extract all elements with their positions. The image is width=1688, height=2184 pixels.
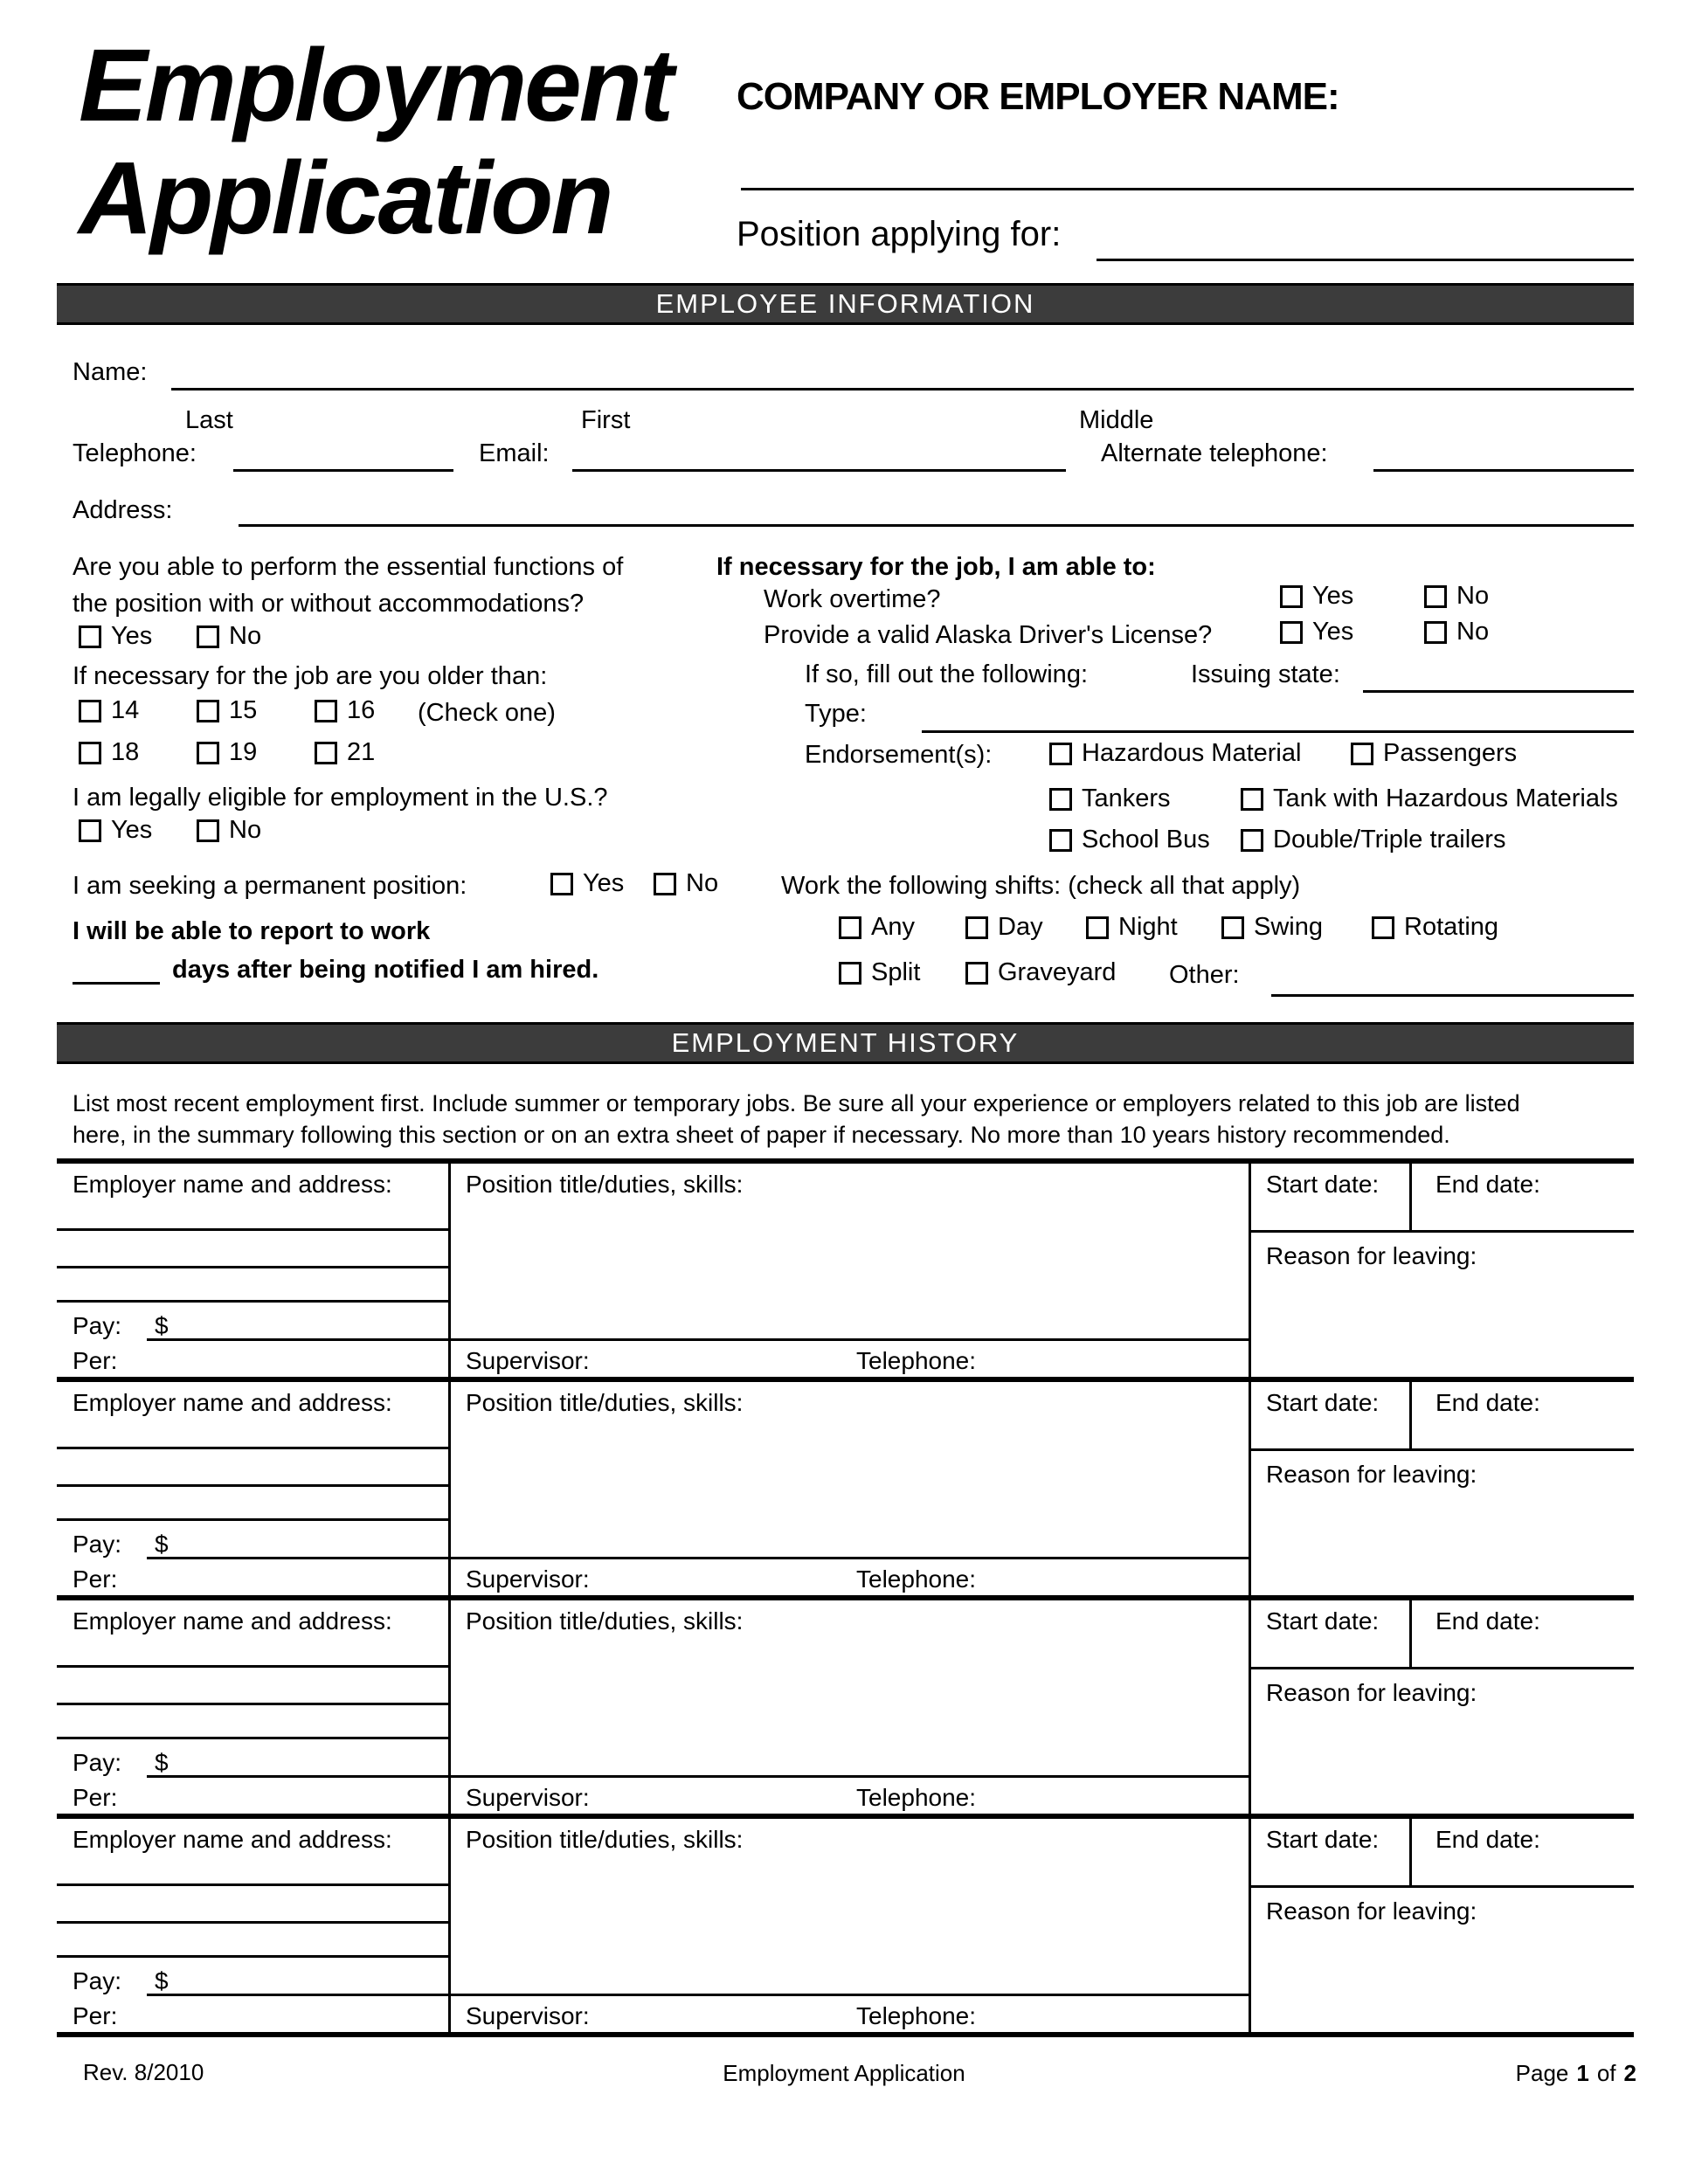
employment-history-entry [57, 1382, 1634, 1600]
eligible-yes-option [79, 816, 152, 845]
employer-address-input-line[interactable] [57, 1737, 451, 1739]
telephone-label: Telephone: [856, 2002, 977, 2029]
shift-other-input-line[interactable] [1271, 994, 1634, 997]
essential-no-checkbox[interactable] [197, 625, 219, 648]
reason-for-leaving-label: Reason for leaving: [1266, 1679, 1477, 1706]
position-title-duties-label: Position title/duties, skills: [466, 1826, 744, 1853]
employer-position-column-divider [448, 1382, 451, 1595]
form-title [79, 30, 671, 254]
employer-name-address-label: Employer name and address: [73, 1607, 392, 1635]
eligible-no-label: No [229, 816, 262, 844]
endorsement-tank-hazmat-label: Tank with Hazardous Materials [1273, 784, 1618, 812]
shift-graveyard-label: Graveyard [998, 958, 1117, 986]
essential-yes-label: Yes [111, 622, 153, 650]
age-16-option [315, 696, 375, 725]
endorsement-tankers-checkbox[interactable] [1049, 788, 1072, 811]
age-19-checkbox[interactable] [197, 742, 219, 764]
endorsement-passengers-label: Passengers [1383, 739, 1518, 767]
age-15-option [197, 696, 257, 725]
shift-day-option [965, 913, 1043, 942]
pay-label: Pay: [73, 1749, 122, 1776]
currency-symbol: $ [155, 1312, 169, 1339]
pay-label: Pay: [73, 1312, 122, 1339]
shift-swing-option [1221, 913, 1323, 942]
history-intro-line2: here, in the summary following this section or on an extra sheet of paper if necessary. No more than 10 years history recommended. [73, 1122, 1450, 1148]
overtime-question: Work overtime? [764, 585, 941, 613]
end-date-label: End date: [1435, 1389, 1540, 1416]
age-21-option [315, 738, 375, 767]
position-dates-column-divider [1249, 1382, 1251, 1595]
age-14-option [79, 696, 139, 725]
shift-rotating-checkbox[interactable] [1372, 916, 1394, 939]
shift-any-option [839, 913, 915, 942]
report-days-input-line[interactable] [73, 982, 160, 985]
shift-any-label: Any [871, 913, 915, 941]
start-date-label: Start date: [1266, 1826, 1380, 1853]
license-no-label: No [1456, 618, 1490, 646]
start-end-date-divider [1409, 1600, 1412, 1667]
shift-day-label: Day [998, 913, 1043, 941]
issuing-state-input-line[interactable] [1363, 690, 1634, 693]
pay-input-line[interactable] [147, 1775, 1249, 1778]
end-date-label: End date: [1435, 1826, 1540, 1853]
essential-functions-question-line1: Are you able to perform the essential functions of [73, 553, 624, 581]
alternate-telephone-label: Alternate telephone: [1101, 439, 1328, 467]
employer-name-address-label: Employer name and address: [73, 1826, 392, 1853]
position-title-duties-label: Position title/duties, skills: [466, 1171, 744, 1198]
employer-position-column-divider [448, 1164, 451, 1377]
shift-any-checkbox[interactable] [839, 916, 861, 939]
age-18-checkbox[interactable] [79, 742, 101, 764]
eligible-yes-checkbox[interactable] [79, 819, 101, 842]
pay-label: Pay: [73, 1531, 122, 1558]
shift-swing-checkbox[interactable] [1221, 916, 1244, 939]
age-14-checkbox[interactable] [79, 700, 101, 722]
name-middle-sublabel: Middle [1079, 406, 1154, 434]
shift-graveyard-option [965, 958, 1116, 987]
report-to-work-line1: I will be able to report to work [73, 917, 431, 945]
older-than-question: If necessary for the job are you older than: [73, 662, 548, 690]
company-name-input-line[interactable] [741, 188, 1634, 190]
endorsement-tankers-label: Tankers [1082, 784, 1171, 812]
endorsement-school-bus-option [1049, 826, 1210, 854]
employer-name-address-label: Employer name and address: [73, 1171, 392, 1198]
age-18-option [79, 738, 139, 767]
employer-address-input-line[interactable] [57, 1703, 451, 1705]
footer-of-word: of [1596, 2060, 1616, 2086]
essential-yes-option [79, 622, 152, 651]
permanent-no-label: No [686, 869, 719, 897]
age-19-option [197, 738, 257, 767]
endorsement-tank-hazmat-option [1241, 784, 1618, 813]
email-label: Email: [479, 439, 550, 467]
eligible-yes-label: Yes [111, 816, 153, 844]
license-question: Provide a valid Alaska Driver's License? [764, 621, 1213, 649]
reason-for-leaving-label: Reason for leaving: [1266, 1242, 1477, 1269]
license-no-checkbox[interactable] [1424, 621, 1447, 644]
company-name-label: COMPANY OR EMPLOYER NAME: [737, 75, 1339, 118]
currency-symbol: $ [155, 1531, 169, 1558]
employment-history-entry [57, 1819, 1634, 2037]
endorsement-passengers-checkbox[interactable] [1351, 743, 1373, 765]
history-intro-line1: List most recent employment first. Include summer or temporary jobs. Be sure all your experience or employers related to this job are listed [73, 1090, 1520, 1116]
employer-position-column-divider [448, 1600, 451, 1814]
employer-name-address-label: Employer name and address: [73, 1389, 392, 1416]
position-dates-column-divider [1249, 1600, 1251, 1814]
report-to-work-line2: days after being notified I am hired. [172, 956, 599, 984]
license-yes-option [1280, 618, 1353, 646]
employment-history-section-header: EMPLOYMENT HISTORY [57, 1022, 1634, 1064]
reason-for-leaving-label: Reason for leaving: [1266, 1897, 1477, 1925]
endorsement-passengers-option [1351, 739, 1517, 768]
age-16-label: 16 [347, 696, 376, 724]
start-date-label: Start date: [1266, 1171, 1380, 1198]
endorsement-tankers-option [1049, 784, 1171, 813]
age-21-label: 21 [347, 738, 376, 766]
permanent-no-option [654, 869, 718, 898]
form-title-line1: Employment [79, 28, 672, 143]
position-applying-input-line[interactable] [1097, 259, 1634, 261]
license-type-label: Type: [805, 700, 867, 728]
age-16-checkbox[interactable] [315, 700, 337, 722]
employer-position-column-divider [448, 1819, 451, 2032]
license-type-input-line[interactable] [922, 730, 1634, 733]
currency-symbol: $ [155, 1967, 169, 1994]
name-label: Name: [73, 358, 148, 386]
footer-page-word: Page [1515, 2060, 1569, 2086]
shift-graveyard-checkbox[interactable] [965, 962, 988, 985]
essential-yes-checkbox[interactable] [79, 625, 101, 648]
name-first-sublabel: First [581, 406, 631, 434]
dates-separator-line [1249, 1885, 1634, 1888]
permanent-no-checkbox[interactable] [654, 873, 676, 895]
endorsement-hazardous-material-label: Hazardous Material [1082, 739, 1302, 767]
permanent-yes-checkbox[interactable] [550, 873, 573, 895]
employer-address-input-line[interactable] [57, 1883, 451, 1886]
footer-page-total: 2 [1623, 2060, 1636, 2086]
telephone-label: Telephone: [73, 439, 197, 467]
email-input-line[interactable] [572, 469, 1066, 472]
employer-address-input-line[interactable] [57, 1300, 451, 1303]
age-19-label: 19 [229, 738, 258, 766]
shift-split-label: Split [871, 958, 921, 986]
start-date-label: Start date: [1266, 1607, 1380, 1635]
permanent-yes-option [550, 869, 624, 898]
pay-input-line[interactable] [147, 1557, 1249, 1559]
endorsement-hazardous-material-checkbox[interactable] [1049, 743, 1072, 765]
start-end-date-divider [1409, 1164, 1412, 1230]
end-date-label: End date: [1435, 1171, 1540, 1198]
telephone-input-line[interactable] [233, 469, 453, 472]
footer-document-name: Employment Application [723, 2060, 965, 2086]
shift-night-checkbox[interactable] [1086, 916, 1109, 939]
age-15-label: 15 [229, 696, 258, 724]
employer-address-input-line[interactable] [57, 1484, 451, 1487]
position-title-duties-label: Position title/duties, skills: [466, 1607, 744, 1635]
shift-other-label: Other: [1169, 961, 1240, 989]
shift-split-option [839, 958, 920, 987]
per-label: Per: [73, 1347, 118, 1374]
reason-for-leaving-label: Reason for leaving: [1266, 1461, 1477, 1488]
footer-page-indicator [1516, 2060, 1636, 2087]
position-title-duties-label: Position title/duties, skills: [466, 1389, 744, 1416]
employee-information-section-header: EMPLOYEE INFORMATION [57, 283, 1634, 325]
shift-day-checkbox[interactable] [965, 916, 988, 939]
shift-rotating-option [1372, 913, 1498, 942]
dates-separator-line [1249, 1667, 1634, 1669]
per-label: Per: [73, 1784, 118, 1811]
footer-revision: Rev. 8/2010 [83, 2059, 204, 2085]
endorsement-double-triple-option [1241, 826, 1505, 854]
endorsement-hazardous-material-option [1049, 739, 1301, 768]
start-end-date-divider [1409, 1819, 1412, 1885]
overtime-no-label: No [1456, 582, 1490, 610]
employer-address-input-line[interactable] [57, 1266, 451, 1268]
employer-address-input-line[interactable] [57, 1447, 451, 1449]
alternate-telephone-input-line[interactable] [1373, 469, 1634, 472]
age-14-label: 14 [111, 696, 140, 724]
start-end-date-divider [1409, 1382, 1412, 1448]
dates-separator-line [1249, 1448, 1634, 1451]
name-last-sublabel: Last [185, 406, 233, 434]
pay-label: Pay: [73, 1967, 122, 1994]
employer-address-input-line[interactable] [57, 1665, 451, 1668]
pay-input-line[interactable] [147, 1338, 1249, 1341]
essential-no-label: No [229, 622, 262, 650]
supervisor-label: Supervisor: [466, 1565, 590, 1593]
endorsement-school-bus-checkbox[interactable] [1049, 829, 1072, 852]
endorsements-label: Endorsement(s): [805, 741, 993, 769]
shift-night-option [1086, 913, 1178, 942]
end-date-label: End date: [1435, 1607, 1540, 1635]
permanent-yes-label: Yes [583, 869, 625, 897]
issuing-state-label: Issuing state: [1191, 660, 1340, 688]
permanent-position-question: I am seeking a permanent position: [73, 872, 467, 900]
name-input-line[interactable] [171, 388, 1634, 390]
endorsement-school-bus-label: School Bus [1082, 826, 1210, 854]
position-applying-label: Position applying for: [737, 215, 1062, 253]
if-so-note: If so, fill out the following: [805, 660, 1088, 688]
shift-rotating-label: Rotating [1404, 913, 1499, 941]
currency-symbol: $ [155, 1749, 169, 1776]
address-label: Address: [73, 496, 173, 524]
essential-no-option [197, 622, 261, 651]
footer-page-number: 1 [1576, 2060, 1589, 2086]
eligible-no-checkbox[interactable] [197, 819, 219, 842]
telephone-label: Telephone: [856, 1784, 977, 1811]
employment-history-entry [57, 1164, 1634, 1382]
address-input-line[interactable] [239, 524, 1634, 527]
pay-input-line[interactable] [147, 1994, 1249, 1996]
age-15-checkbox[interactable] [197, 700, 219, 722]
employer-address-input-line[interactable] [57, 1228, 451, 1231]
telephone-label: Telephone: [856, 1565, 977, 1593]
dates-separator-line [1249, 1230, 1634, 1233]
age-21-checkbox[interactable] [315, 742, 337, 764]
employment-history-table [57, 1158, 1634, 2037]
able-to-header: If necessary for the job, I am able to: [716, 553, 1156, 581]
license-yes-checkbox[interactable] [1280, 621, 1303, 644]
shift-split-checkbox[interactable] [839, 962, 861, 985]
form-title-line2: Application [79, 140, 612, 256]
check-one-note: (Check one) [418, 699, 556, 727]
overtime-yes-checkbox[interactable] [1280, 585, 1303, 608]
license-yes-label: Yes [1312, 618, 1354, 646]
endorsement-tank-hazmat-checkbox[interactable] [1241, 788, 1263, 811]
supervisor-label: Supervisor: [466, 2002, 590, 2029]
overtime-no-checkbox[interactable] [1424, 585, 1447, 608]
position-dates-column-divider [1249, 1819, 1251, 2032]
telephone-label: Telephone: [856, 1347, 977, 1374]
per-label: Per: [73, 1565, 118, 1593]
position-dates-column-divider [1249, 1164, 1251, 1377]
endorsement-double-triple-label: Double/Triple trailers [1273, 826, 1506, 854]
endorsement-double-triple-checkbox[interactable] [1241, 829, 1263, 852]
employer-address-input-line[interactable] [57, 1921, 451, 1924]
essential-functions-question-line2: the position with or without accommodations? [73, 590, 585, 618]
supervisor-label: Supervisor: [466, 1784, 590, 1811]
license-no-option [1424, 618, 1489, 646]
employer-address-input-line[interactable] [57, 1955, 451, 1958]
employment-history-entry [57, 1600, 1634, 1819]
eligible-question: I am legally eligible for employment in the U.S.? [73, 784, 608, 812]
overtime-yes-option [1280, 582, 1353, 611]
supervisor-label: Supervisor: [466, 1347, 590, 1374]
eligible-no-option [197, 816, 261, 845]
per-label: Per: [73, 2002, 118, 2029]
employer-address-input-line[interactable] [57, 1518, 451, 1521]
age-18-label: 18 [111, 738, 140, 766]
shifts-question: Work the following shifts: (check all that apply) [781, 872, 1301, 900]
shift-night-label: Night [1118, 913, 1178, 941]
shift-swing-label: Swing [1254, 913, 1323, 941]
overtime-yes-label: Yes [1312, 582, 1354, 610]
overtime-no-option [1424, 582, 1489, 611]
start-date-label: Start date: [1266, 1389, 1380, 1416]
